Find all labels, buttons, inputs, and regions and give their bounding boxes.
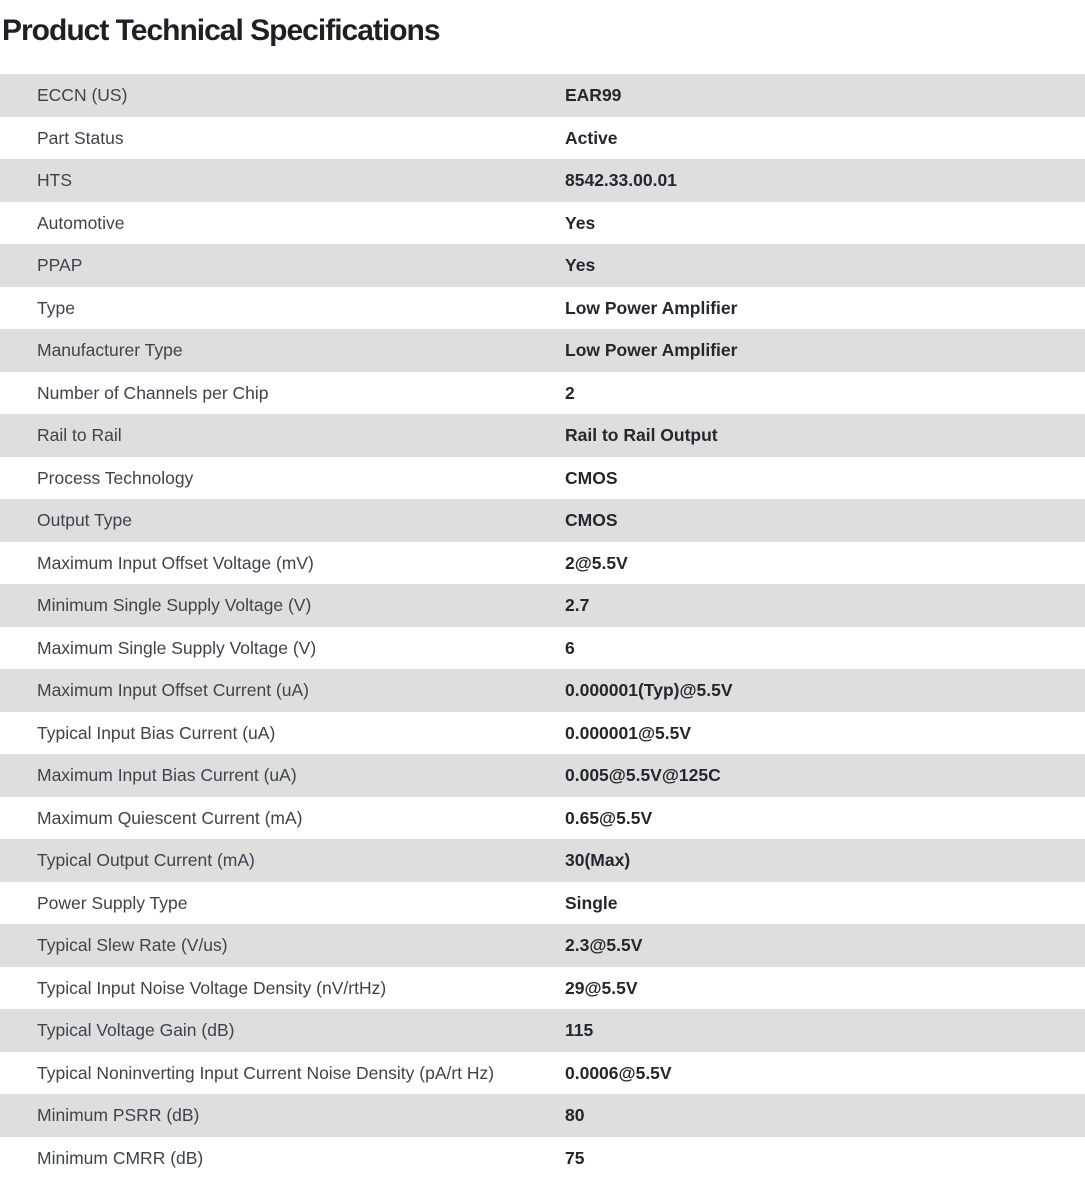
spec-row: [0, 414, 1085, 457]
spec-value: 2: [565, 382, 575, 403]
spec-value: 6: [565, 637, 575, 658]
spec-label: Typical Voltage Gain (dB): [37, 1020, 235, 1041]
spec-value: 80: [565, 1105, 585, 1126]
spec-label: Manufacturer Type: [37, 340, 183, 361]
spec-row: [0, 499, 1085, 542]
spec-row: [0, 839, 1085, 882]
spec-row: [0, 1137, 1085, 1180]
spec-row: [0, 669, 1085, 712]
spec-label: Part Status: [37, 127, 124, 148]
spec-row: [0, 1052, 1085, 1095]
spec-row: [0, 74, 1085, 117]
spec-value: Rail to Rail Output: [565, 425, 718, 446]
spec-value: 75: [565, 1147, 585, 1168]
spec-label: Power Supply Type: [37, 892, 188, 913]
spec-row: [0, 457, 1085, 500]
spec-row: [0, 244, 1085, 287]
spec-value: 30(Max): [565, 850, 631, 871]
spec-value: 2@5.5V: [565, 552, 628, 573]
spec-label: Typical Output Current (mA): [37, 850, 255, 871]
spec-label: Number of Channels per Chip: [37, 382, 269, 403]
spec-row: [0, 1009, 1085, 1052]
spec-label: Maximum Quiescent Current (mA): [37, 807, 303, 828]
spec-label: Maximum Single Supply Voltage (V): [37, 637, 317, 658]
spec-label: Maximum Input Offset Current (uA): [37, 680, 309, 701]
spec-value: 2.3@5.5V: [565, 935, 643, 956]
spec-table: [0, 74, 1085, 1179]
spec-label: HTS: [37, 170, 72, 191]
spec-value: CMOS: [565, 467, 618, 488]
spec-row: [0, 924, 1085, 967]
spec-label: Maximum Input Bias Current (uA): [37, 765, 297, 786]
spec-label: PPAP: [37, 255, 83, 276]
spec-row: [0, 882, 1085, 925]
spec-label: Minimum PSRR (dB): [37, 1105, 200, 1126]
spec-value: 115: [565, 1020, 594, 1041]
spec-value: Single: [565, 892, 618, 913]
spec-label: Automotive: [37, 212, 125, 233]
spec-value: CMOS: [565, 510, 618, 531]
spec-row: [0, 967, 1085, 1010]
spec-label: Rail to Rail: [37, 425, 122, 446]
spec-row: [0, 372, 1085, 415]
spec-label: Typical Input Bias Current (uA): [37, 722, 276, 743]
spec-row: [0, 202, 1085, 245]
spec-value: 8542.33.00.01: [565, 170, 677, 191]
spec-row: [0, 159, 1085, 202]
spec-label: Type: [37, 297, 75, 318]
spec-row: [0, 627, 1085, 670]
spec-value: 0.000001(Typ)@5.5V: [565, 680, 733, 701]
spec-label: Maximum Input Offset Voltage (mV): [37, 552, 314, 573]
spec-label: Process Technology: [37, 467, 194, 488]
spec-value: Low Power Amplifier: [565, 340, 738, 361]
spec-label: ECCN (US): [37, 85, 128, 106]
spec-label: Typical Input Noise Voltage Density (nV/rtHz): [37, 977, 387, 998]
spec-row: [0, 797, 1085, 840]
spec-value: 2.7: [565, 595, 590, 616]
spec-value: 0.005@5.5V@125C: [565, 765, 721, 786]
spec-row: [0, 542, 1085, 585]
spec-row: [0, 117, 1085, 160]
spec-row: [0, 712, 1085, 755]
spec-label: Minimum Single Supply Voltage (V): [37, 595, 312, 616]
spec-value: Yes: [565, 212, 596, 233]
spec-label: Typical Noninverting Input Current Noise Density (pA/rt Hz): [37, 1062, 495, 1083]
spec-value: Yes: [565, 255, 596, 276]
spec-label: Output Type: [37, 510, 133, 531]
spec-row: [0, 584, 1085, 627]
spec-value: 0.000001@5.5V: [565, 722, 692, 743]
spec-label: Typical Slew Rate (V/us): [37, 935, 228, 956]
spec-value: 0.0006@5.5V: [565, 1062, 672, 1083]
page-title: Product Technical Specifications: [2, 14, 440, 47]
spec-row: [0, 287, 1085, 330]
spec-value: 0.65@5.5V: [565, 807, 653, 828]
spec-row: [0, 329, 1085, 372]
spec-row: [0, 754, 1085, 797]
spec-label: Minimum CMRR (dB): [37, 1147, 204, 1168]
spec-row: [0, 1094, 1085, 1137]
spec-value: EAR99: [565, 85, 622, 106]
spec-value: Active: [565, 127, 618, 148]
spec-value: Low Power Amplifier: [565, 297, 738, 318]
spec-value: 29@5.5V: [565, 977, 638, 998]
